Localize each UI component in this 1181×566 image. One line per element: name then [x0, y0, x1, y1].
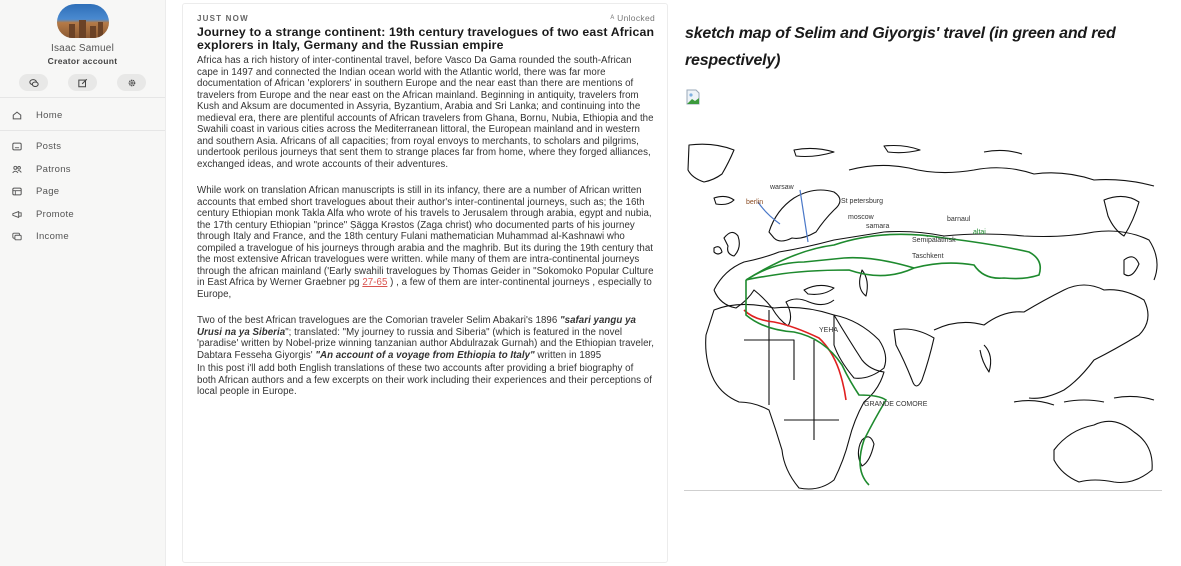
profile-section — [0, 0, 165, 98]
posts-icon — [11, 142, 23, 152]
label-st-petersburg: St petersburg — [841, 198, 884, 205]
sidebar-item-posts[interactable] — [0, 136, 165, 159]
patrons-icon — [11, 164, 23, 174]
switch-account-button[interactable] — [19, 74, 48, 91]
sidebar-item-label: Patrons — [36, 163, 71, 175]
post-body — [197, 55, 655, 398]
gear-icon — [127, 78, 137, 88]
label-samara: samara — [866, 223, 890, 230]
map-bottom-border — [684, 490, 1162, 491]
post-timestamp: JUST NOW — [197, 13, 249, 23]
sidebar — [0, 0, 166, 566]
media-column — [684, 0, 1181, 566]
sidebar-item-label: Posts — [36, 141, 62, 153]
post-card — [182, 3, 668, 563]
lock-open-icon: ᴬ — [610, 13, 615, 23]
sidebar-item-patrons[interactable] — [0, 158, 165, 181]
post-paragraph — [197, 185, 655, 300]
broken-image-icon — [685, 89, 701, 105]
sidebar-item-home[interactable] — [0, 104, 165, 127]
megaphone-icon — [11, 209, 23, 219]
post-paragraph: Africa has a rich history of inter-continental travel, before Vasco Da Gama rounded the south-African cape in 1497 and connected the Indian ocean world with the Atlantic world, there was far more documentation of African 'explorers' in southern Europe and the near east than there are mentions of travelers from Europe and the near east on the African mainland. Beginning in antiquity, travelers from Kush and Aksum are documented in Assyria, Byzantium, Arabia and Sri Lanka; and continuing into the medieval era, there are plentiful accounts of African travelers from Ghana, Bornu, Nubia, Ethiopia and the Swahili coast in various cities across the Mediterranean littoral, the European mainland and in western and southern Asia. Africans of all capacities; from royal envoys to merchants, to scholars and pilgrims, undertook perilous journeys that sent them to strange places far from home, where they forged alliances, exchanged ideas, and wrote accounts of their adventures. — [197, 55, 654, 170]
post-access-status — [610, 13, 655, 23]
avatar[interactable] — [57, 4, 109, 38]
label-altai: altai — [973, 229, 986, 236]
book-title-giyorgis: "An account of a voyage from Ethiopia to Italy" — [315, 349, 535, 361]
coastlines — [688, 144, 1157, 489]
unlocked-label: Unlocked — [617, 13, 655, 23]
map-caption: sketch map of Selim and Giyorgis' travel (in green and red respectively) — [685, 25, 1116, 69]
home-icon — [11, 110, 23, 120]
edit-button[interactable] — [68, 74, 97, 91]
page-icon — [11, 187, 23, 197]
page-range-link[interactable]: 27-65 — [362, 277, 388, 289]
map-graphic — [684, 140, 1162, 492]
sidebar-item-label: Home — [36, 109, 63, 121]
post-paragraph: In this post i'll add both English translations of these two accounts after providing a brief biography of both African authors and a few excerpts on their work including their experiences and their perceptions of local people in Europe. — [197, 363, 652, 398]
sidebar-item-label: Page — [36, 186, 60, 198]
label-yeha: YEHA — [819, 327, 839, 334]
post-title[interactable]: Journey to a strange continent: 19th century travelogues of two east African explorers in Italy, Germany and the Russian empire — [197, 25, 655, 53]
post-text: While work on translation African manuscripts is still in its infancy, there are a number of African written accounts that embed short travelogues about their author's inter-continental journeys, such as; the 16th century Ethiopian monk Takla Alfa who wrote of his travels to Jerusalem through arabia, egypt and nubia, the 17th century Ethiopian "prince" Ṣägga Krəstos (Zaga christ) who documented parts of his journey through Italy and France, and the 18th century Fulani mathematician Muhammad al-Kashnawi who compiled a travelogue of his journeys through arabia and the maghrib. But its during the 19th century that the most extensive African travelogues were written. while many of them are intra-continental journeys through the african mainland ('Early swahili travelogues by Thomas Geider in "Sokomoko Popular Culture in East Africa by Werner Graebner pg — [197, 185, 654, 289]
post-text: written in 1895 — [534, 349, 602, 361]
selim-route — [746, 234, 1040, 485]
book-title-selim: "safari yangu ya Urusi na ya Siberia — [197, 315, 636, 338]
selim-route-north — [746, 258, 914, 280]
sidebar-item-income[interactable] — [0, 226, 165, 249]
travel-sketch-map[interactable] — [684, 140, 1162, 492]
profile-role: Creator account — [47, 56, 118, 66]
profile-actions — [19, 74, 146, 91]
chat-bubbles-icon — [29, 78, 39, 88]
post-text: Two of the best African travelogues are the Comorian traveler Selim Abakari's 1896 — [197, 315, 561, 327]
post-meta — [197, 13, 655, 23]
edit-icon — [78, 78, 88, 88]
label-barnaul: barnaul — [947, 216, 971, 223]
nav-divider — [0, 130, 165, 131]
settings-button[interactable] — [117, 74, 146, 91]
label-moscow: moscow — [848, 214, 874, 221]
sidebar-item-promote[interactable] — [0, 203, 165, 226]
post-text: "; translated: "My journey to russia and Siberia" (which is featured in the novel 'paradise' written by Nobel-prize winning tanzanian author Abdulrazak Gurnah) and the Ethiopian traveler, Dabtara Fesseha Giyorgis' — [197, 326, 654, 361]
profile-name: Isaac Samuel — [51, 43, 114, 54]
post-paragraph — [197, 315, 655, 361]
sidebar-item-label: Income — [36, 231, 69, 243]
post-text: ) , a few of them are inter-continental journeys , especially to Europe, — [197, 277, 652, 300]
label-berlin: berlin — [746, 199, 764, 206]
sidebar-item-page[interactable] — [0, 181, 165, 204]
label-warsaw: warsaw — [770, 184, 794, 191]
label-semipalatinsk: Semipalatinsk — [912, 237, 956, 244]
city-arrows — [758, 190, 808, 242]
routes — [744, 234, 1040, 485]
sidebar-nav — [0, 98, 165, 248]
income-icon — [11, 232, 23, 242]
sidebar-item-label: Promote — [36, 208, 75, 220]
label-taschkent: Taschkent — [912, 253, 944, 260]
label-grande-comore: GRANDE COMORE — [864, 401, 928, 408]
